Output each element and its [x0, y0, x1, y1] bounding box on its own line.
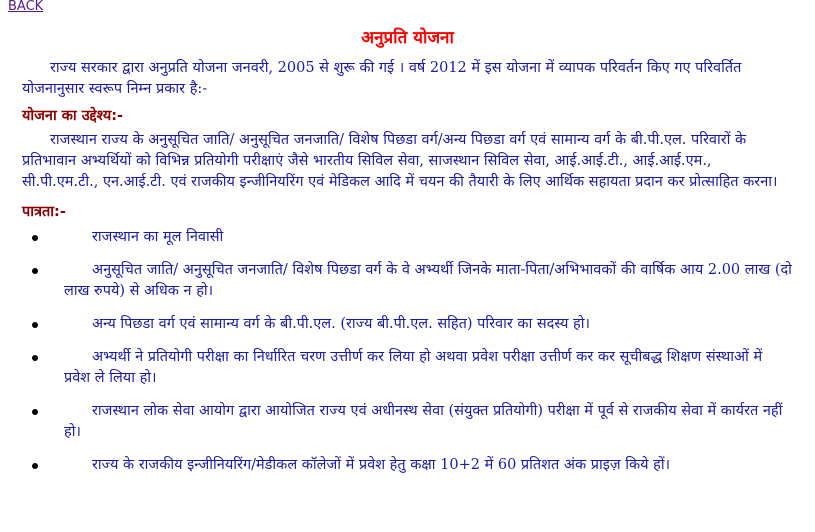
- objective-paragraph: राजस्थान राज्य के अनुसूचित जाति/ अनुसूचित जनजाति/ विशेष पिछडा वर्ग/अन्य पिछडा वर्ग एवं सामान्य वर्ग के बी.पी.एल. परिवारों के प्रतिभावान अभ्यर्थियों को विभिन्न प्रतियोगी परीक्षाएं जैसे भारतीय सिविल सेवा, साजस्थान सिविल सेवा, आई.आई.टी., आई.आई.एम., सी.पी.एम.टी., एन.आई.टी. एवं राजकीय इन्जीनियरिंग एवं मेडिकल आदि में चयन की तैयारी के लिए आर्थिक सहायता प्रदान कर प्रोत्साहित करना।: [22, 132, 778, 190]
- bullet-icon: [32, 409, 38, 415]
- intro-paragraph: राज्य सरकार द्वारा अनुप्रति योजना जनवरी, 2005 से शुरू की गई । वर्ष 2012 में इस योजना में व्यापक परिवर्तन किए गए परिवर्तित योजनानुसार स्वरूप निम्न प्रकार है:-: [22, 60, 742, 97]
- list-item: [22, 401, 792, 443]
- list-item: [22, 314, 792, 335]
- list-item-text: अनुसूचित जाति/ अनुसूचित जनजाति/ विशेष पिछडा वर्ग के वे अभ्यर्थी जिनके माता-पिता/अभिभावकों की वार्षिक आय 2.00 लाख (दो लाख रुपये) से अधिक न हो।: [64, 262, 792, 299]
- list-item-text: राजस्थान का मूल निवासी: [92, 229, 224, 245]
- bullet-icon: [32, 322, 38, 328]
- list-item: [22, 347, 792, 389]
- list-item: [22, 455, 792, 476]
- objective-heading: योजना का उद्देश्य:-: [22, 108, 124, 124]
- list-item: [22, 260, 792, 302]
- page-title: अनुप्रति योजना: [361, 28, 454, 48]
- bullet-icon: [32, 463, 38, 469]
- bullet-icon: [32, 235, 38, 241]
- list-item-text: राजस्थान लोक सेवा आयोग द्वारा आयोजित राज्य एवं अधीनस्थ सेवा (संयुक्त प्रतियोगी) परीक्षा में पूर्व से राजकीय सेवा में कार्यरत नहीं हो।: [64, 403, 783, 440]
- back-link[interactable]: BACK: [8, 0, 44, 14]
- list-item-text: अभ्यर्थी ने प्रतियोगी परीक्षा का निर्धारित चरण उत्तीर्ण कर लिया हो अथवा प्रवेश परीक्षा उत्तीर्ण कर कर सूचीबद्ध शिक्षण संस्थाओं में प्रवेश ले लिया हो।: [64, 349, 763, 386]
- bullet-icon: [32, 355, 38, 361]
- main-content: [22, 58, 792, 488]
- eligibility-list: [22, 227, 792, 476]
- bullet-icon: [32, 268, 38, 274]
- list-item-text: अन्य पिछडा वर्ग एवं सामान्य वर्ग के बी.पी.एल. (राज्य बी.पी.एल. सहित) परिवार का सदस्य हो।: [92, 316, 590, 332]
- list-item-text: राज्य के राजकीय इन्जीनियरिंग/मेडीकल कॉलेजों में प्रवेश हेतु कक्षा 10+2 में 60 प्रतिशत अंक प्राइज़ किये हों।: [92, 457, 671, 473]
- list-item: [22, 227, 792, 248]
- eligibility-heading: पात्रता:-: [22, 204, 66, 220]
